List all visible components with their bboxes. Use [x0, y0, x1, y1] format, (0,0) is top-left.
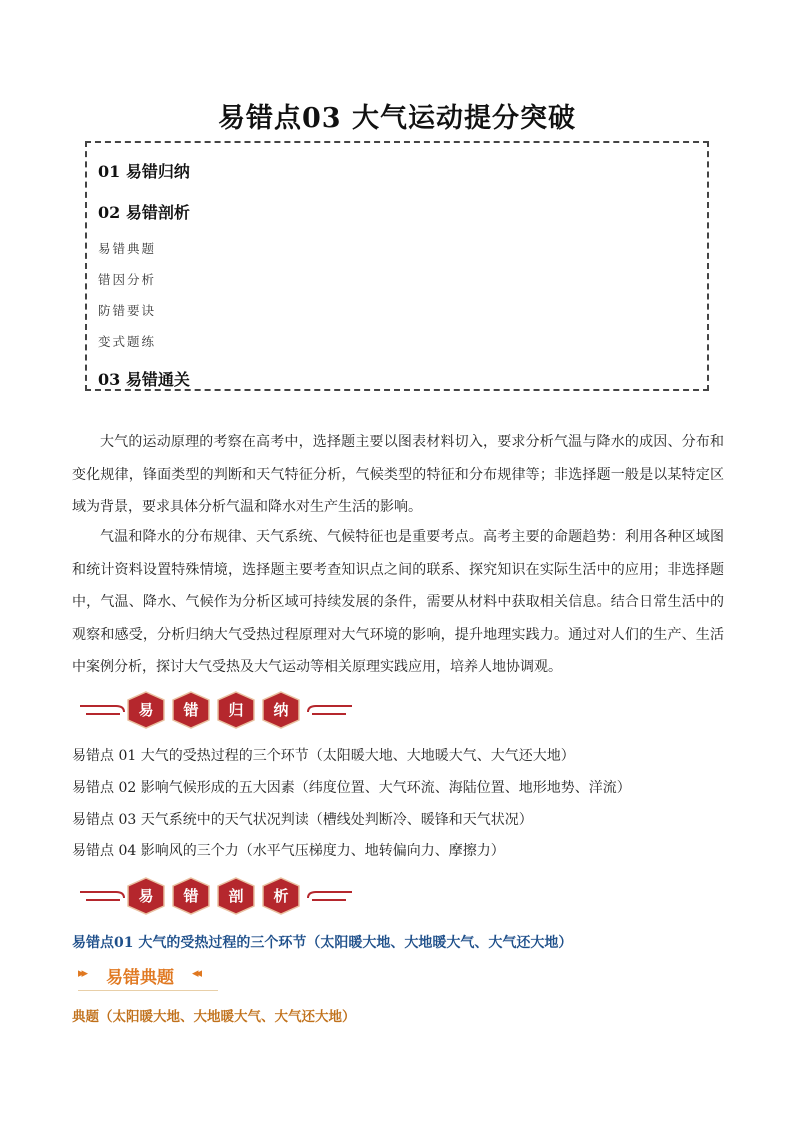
section-banner-summary	[76, 688, 356, 732]
banner-char-1: 易	[138, 887, 154, 905]
point-item-4: 易错点 04 影响风的三个力（水平气压梯度力、地转偏向力、摩擦力）	[72, 843, 505, 859]
double-left-arrow-icon: ◂◂	[192, 966, 200, 981]
toc-item-3[interactable]: 易错典题	[98, 241, 157, 256]
banner-decoration	[76, 874, 356, 918]
point-item-1: 易错点 01 大气的受热过程的三个环节（太阳暖大地、大地暖大气、大气还大地）	[72, 748, 575, 764]
point-item-2: 易错点 02 影响气候形成的五大因素（纬度位置、大气环流、海陆位置、地形地势、洋流）	[72, 780, 631, 796]
section-heading: 易错点01 大气的受热过程的三个环节（太阳暖大地、大地暖大气、大气还大地）	[72, 935, 573, 951]
typical-question-text: 易错典题	[106, 968, 174, 988]
banner-char-3: 归	[228, 701, 244, 719]
banner-char-1: 易	[138, 701, 154, 719]
typical-question-label	[78, 960, 218, 991]
toc-item-2[interactable]: 02 易错剖析	[98, 203, 190, 222]
toc-item-6[interactable]: 变式题练	[98, 334, 157, 349]
toc-item-7[interactable]: 03 易错通关	[98, 370, 190, 389]
toc-item-4[interactable]: 错因分析	[98, 272, 157, 287]
banner-char-4: 纳	[273, 701, 289, 719]
banner-char-2: 错	[183, 701, 199, 719]
banner-char-3: 剖	[228, 887, 244, 905]
section-banner-analysis	[76, 874, 356, 918]
banner-decoration	[76, 688, 356, 732]
intro-paragraph-1: 大气的运动原理的考察在高考中，选择题主要以图表材料切入，要求分析气温与降水的成因、分布和变化规律，锋面类型的判断和天气特征分析，气候类型的特征和分布规律等；非选择题一般是以某特定区域为背景，要求具体分析气温和降水对生产生活的影响。	[72, 434, 724, 515]
double-right-arrow-icon: ▸▸	[78, 966, 86, 981]
table-of-contents	[85, 141, 709, 391]
example-heading: 典题（太阳暖大地、大地暖大气、大气还大地）	[72, 1009, 356, 1025]
page-title: 易错点03 大气运动提分突破	[218, 103, 576, 134]
toc-item-1[interactable]: 01 易错归纳	[98, 162, 190, 181]
toc-item-5[interactable]: 防错要诀	[98, 303, 157, 318]
banner-char-4: 析	[273, 887, 289, 905]
banner-char-2: 错	[183, 887, 199, 905]
intro-paragraph-2: 气温和降水的分布规律、天气系统、气候特征也是重要考点。高考主要的命题趋势：利用各种区域图和统计资料设置特殊情境，选择题主要考查知识点之间的联系、探究知识在实际生活中的应用；非选择题中，气温、降水、气候作为分析区域可持续发展的条件，需要从材料中获取相关信息。结合日常生活中的观察和感受，分析归纳大气受热过程原理对大气环境的影响，提升地理实践力。通过对人们的生产、生活中案例分析，探讨大气受热及大气运动等相关原理实践应用，培养人地协调观。	[72, 529, 724, 675]
point-item-3: 易错点 03 天气系统中的天气状况判读（槽线处判断冷、暖锋和天气状况）	[72, 812, 533, 828]
